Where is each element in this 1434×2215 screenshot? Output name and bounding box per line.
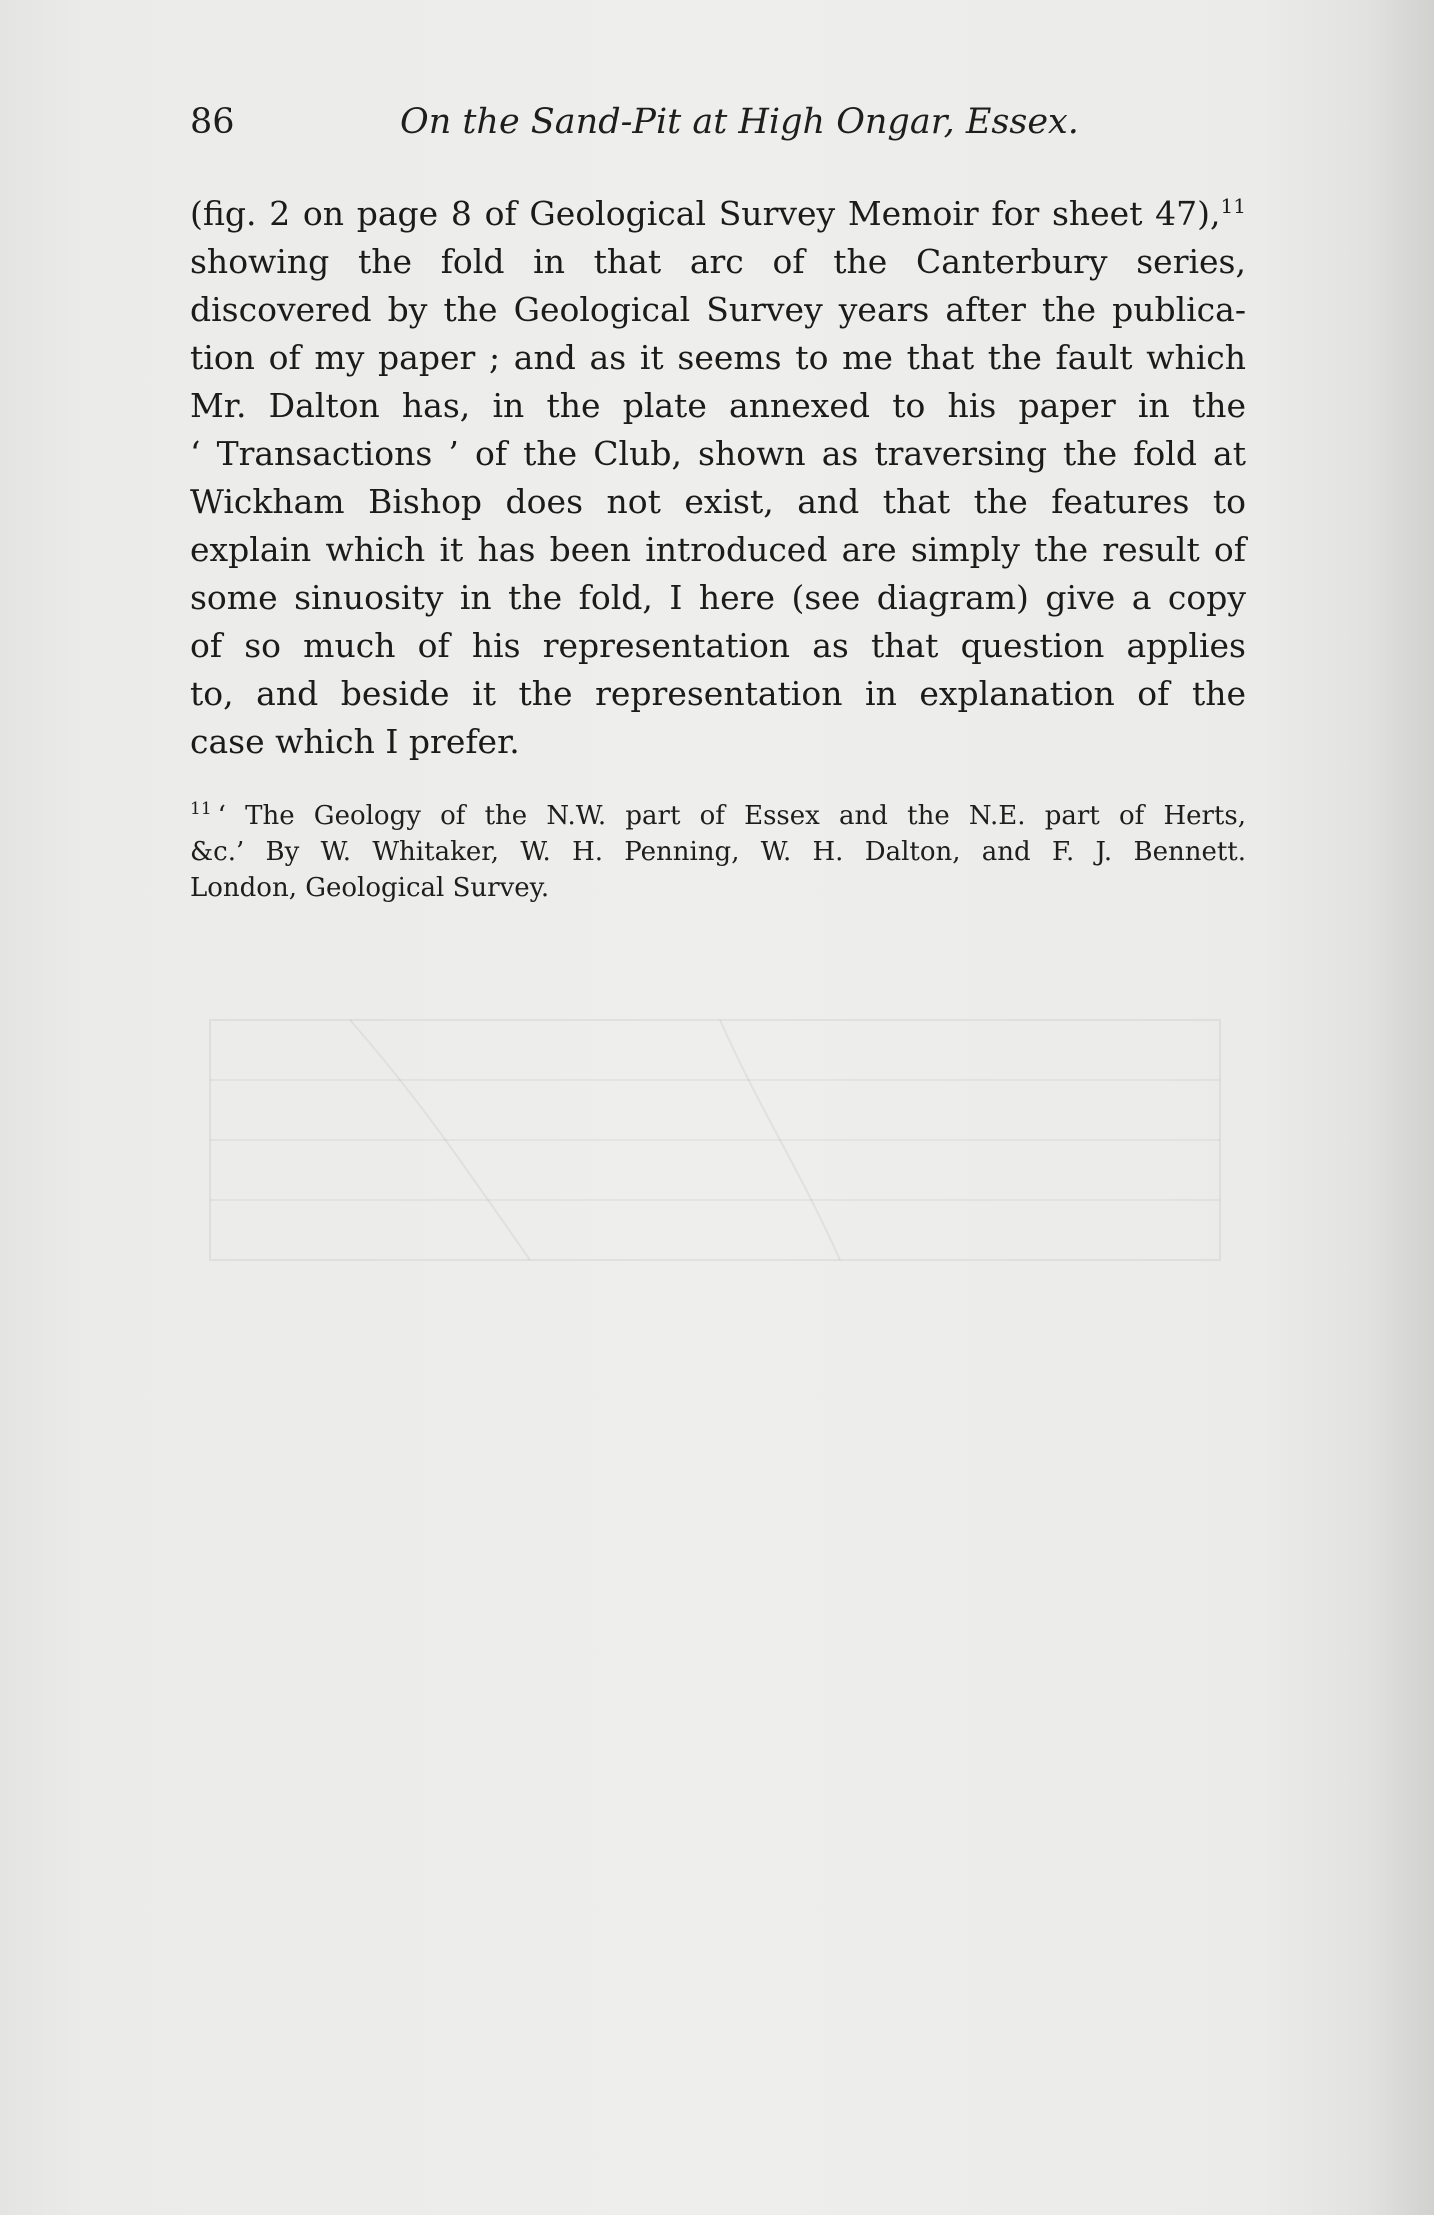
body-line: explain which it has been introduced are simply the result of	[190, 530, 1246, 569]
body-line: showing the fold in that arc of the Canterbury series,	[190, 242, 1246, 281]
body-line: Mr. Dalton has, in the plate annexed to his paper in the	[190, 386, 1246, 425]
body-line: ‘ Transactions ’ of the Club, shown as traversing the fold at	[190, 434, 1246, 473]
footnote	[190, 798, 1246, 906]
page-edge-shadow	[1364, 0, 1434, 2215]
body-line: of so much of his representation as that question applies	[190, 626, 1246, 665]
footnote-line: &c.’ By W. Whitaker, W. H. Penning, W. H. Dalton, and F. J. Bennett.	[190, 837, 1246, 867]
bleed-through-figure	[200, 960, 1230, 1290]
footnote-line: London, Geological Survey.	[190, 873, 550, 903]
running-title: On the Sand-Pit at High Ongar, Essex.	[400, 102, 1079, 142]
page-number: 86	[190, 102, 235, 142]
footnote-line: $^{11}$ ‘ The Geology of the N.W. part of Essex and the N.E. part of Herts,	[190, 799, 1246, 831]
body-line: Wickham Bishop does not exist, and that the features to	[190, 482, 1246, 521]
body-line: some sinuosity in the fold, I here (see diagram) give a copy	[190, 578, 1246, 617]
body-line: to, and beside it the representation in explanation of the	[190, 674, 1246, 713]
body-line: case which I prefer.	[190, 722, 520, 761]
body-line: tion of my paper ; and as it seems to me that the fault which	[190, 338, 1246, 377]
body-line: discovered by the Geological Survey years after the publica-	[190, 290, 1246, 329]
footnote-marker: 11	[190, 799, 212, 820]
body-line: (fig. 2 on page 8 of Geological Survey Memoir for sheet 47),$^{11}$	[190, 194, 1246, 233]
footnote-reference: 11	[1220, 194, 1246, 218]
body-paragraph	[190, 190, 1246, 766]
page-header	[190, 102, 1250, 162]
